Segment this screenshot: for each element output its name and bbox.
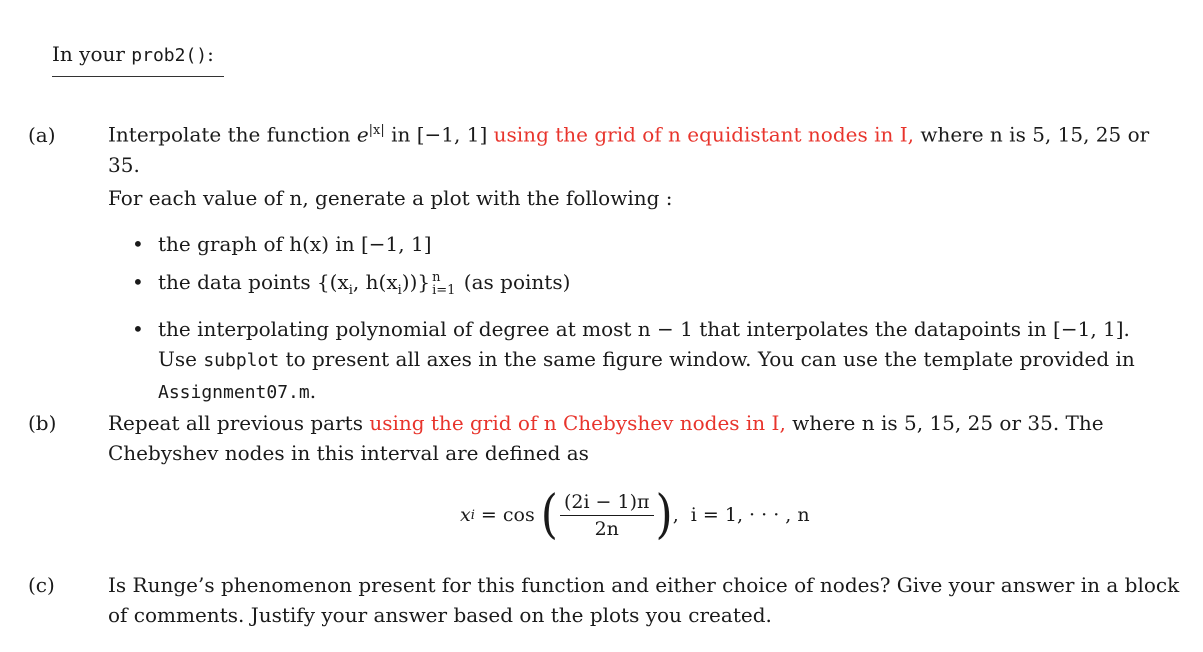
header-prefix: In your [52, 42, 132, 66]
part-b-label: (b) [28, 411, 57, 435]
superscript: n [432, 269, 441, 285]
formula-lhs-sub: i [470, 507, 475, 523]
bullet-text: the graph of h(x) in [−1, 1] [158, 232, 432, 256]
fraction-denominator: 2n [594, 517, 619, 540]
part-a-statement [28, 116, 1183, 180]
chebyshev-formula [460, 485, 810, 545]
part-b-text-2: where n is 5, 15, 25 or 35. The Chebyshev nodes in this interval are defined as [108, 411, 1104, 465]
formula-tail: , i = 1, · · · , n [672, 504, 810, 526]
part-a-highlight: using the grid of n equidistant nodes in I, [493, 122, 914, 147]
exp-base: e [356, 122, 369, 147]
section-header [52, 40, 224, 77]
list-item [132, 314, 1142, 408]
code-subplot: subplot [203, 350, 280, 371]
bullet-text: the interpolating polynomial of degree at most n − 1 that interpolates the datapoints in [−1, 1]. Use [158, 317, 1130, 371]
part-a-intro: For each value of n, generate a plot with the following : [108, 186, 673, 210]
code-filename: Assignment07.m [158, 382, 310, 403]
part-c-text: Is Runge’s phenomenon present for this function and either choice of nodes? Give your answer in a block of comments. Justify your answer based on the plots you created. [108, 573, 1180, 627]
exp-power: |x| [368, 123, 385, 138]
header-suffix: : [207, 42, 214, 66]
part-b-statement [28, 408, 1183, 468]
part-a-text-2: in [−1, 1] [384, 122, 494, 147]
formula-eq: = cos [474, 504, 541, 526]
subscript: i [397, 283, 402, 298]
fraction [560, 491, 654, 540]
list-item [132, 229, 1142, 259]
part-a-label: (a) [28, 122, 56, 147]
part-b-text-1: Repeat all previous parts [108, 411, 370, 435]
part-a-text-1: Interpolate the function [108, 122, 357, 147]
subscript: i=1 [432, 282, 456, 298]
part-b-highlight: using the grid of n Chebyshev nodes in I, [369, 411, 786, 435]
part-a-text-3: where n is 5, 15, 25 or 35. [108, 122, 1150, 177]
index-range [432, 271, 455, 297]
fraction-numerator: (2i − 1)π [560, 491, 654, 516]
left-paren: ( [540, 483, 558, 545]
bullet-text: , h(x [352, 270, 398, 294]
bullet-text: to present all axes in the same figure window. You can use the template provided in [279, 347, 1135, 371]
requirements-list [132, 229, 1142, 416]
bullet-text: ))} [401, 270, 431, 294]
bullet-text: the data points {(x [158, 270, 349, 294]
subscript: i [348, 283, 353, 298]
right-paren: ) [655, 483, 673, 545]
part-c-statement [28, 570, 1183, 630]
formula-lhs: x [460, 504, 471, 526]
list-item [132, 267, 1142, 306]
part-c-label: (c) [28, 573, 55, 597]
function-name: prob2() [131, 45, 208, 66]
bullet-text: . [309, 379, 317, 403]
bullet-text: (as points) [457, 270, 571, 294]
